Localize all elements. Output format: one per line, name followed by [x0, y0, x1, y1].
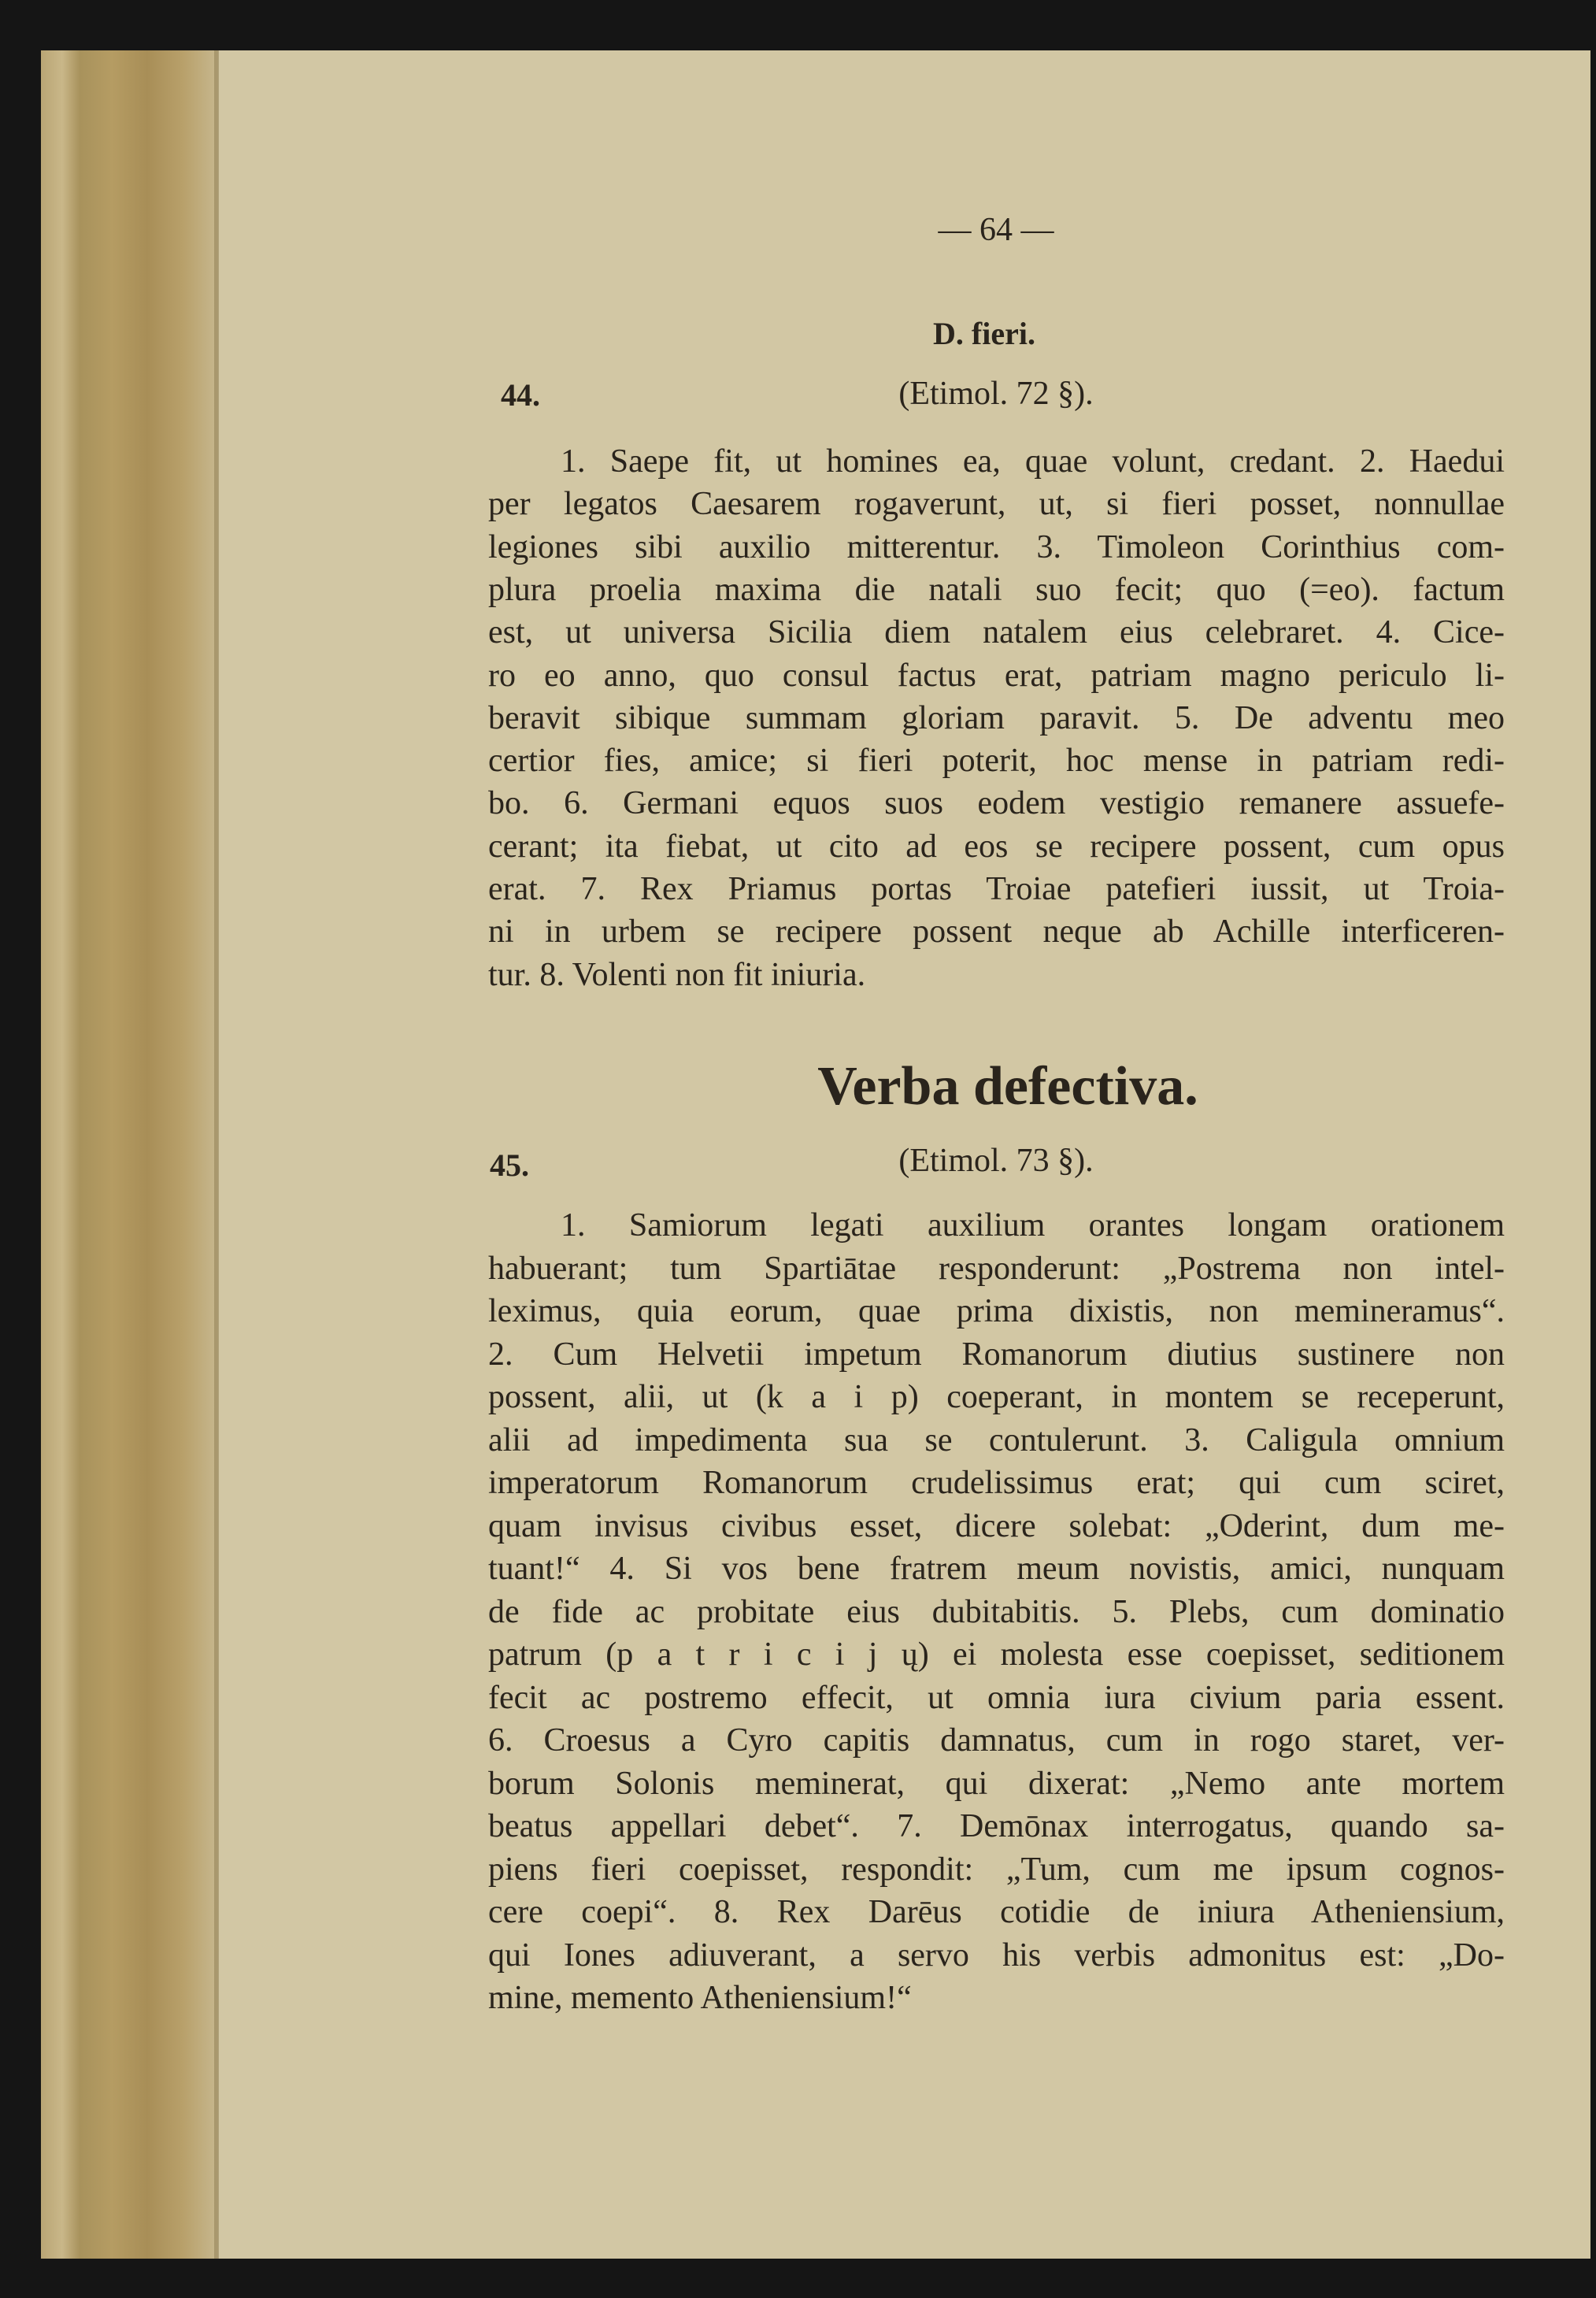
text-line: cerant; ita fiebat, ut cito ad eos se recipere possent, cum opus	[488, 828, 1505, 865]
text-line: 1. Samiorum legati auxilium orantes longam orationem	[561, 1207, 1505, 1244]
text-line: tur. 8. Volenti non fit iniuria.	[488, 956, 866, 993]
text-line: possent, alii, ut (k a i p) coeperant, in montem se receperunt,	[488, 1379, 1505, 1415]
text-line: mine, memento Atheniensium!“	[488, 1980, 912, 2016]
exercise-number-45: 45.	[490, 1147, 529, 1183]
text-line: 2. Cum Helvetii impetum Romanorum diutius sustinere non	[488, 1336, 1505, 1373]
text-line: legiones sibi auxilio mitterentur. 3. Timoleon Corinthius com-	[488, 528, 1505, 565]
text-line: piens fieri coepisset, respondit: „Tum, cum me ipsum cognos-	[488, 1851, 1505, 1888]
exercise-number-44: 44.	[501, 377, 540, 413]
text-line: de fide ac probitate eius dubitabitis. 5. Plebs, cum dominatio	[488, 1593, 1505, 1630]
reference-etimol-73: (Etimol. 73 §).	[898, 1143, 1094, 1179]
book-spine-edge	[41, 50, 218, 2259]
text-line: alii ad impedimenta sua se contulerunt. 3. Caligula omnium	[488, 1421, 1505, 1458]
text-line: 6. Croesus a Cyro capitis damnatus, cum in rogo staret, ver-	[488, 1722, 1505, 1759]
text-line: qui Iones adiuverant, a servo his verbis admonitus est: „Do-	[488, 1937, 1505, 1974]
text-line: cere coepi“. 8. Rex Darēus cotidie de iniura Atheniensium,	[488, 1894, 1505, 1930]
text-line: ro eo anno, quo consul factus erat, patriam magno periculo li-	[488, 657, 1505, 694]
text-line: fecit ac postremo effecit, ut omnia iura civium paria essent.	[488, 1679, 1505, 1716]
text-line: bo. 6. Germani equos suos eodem vestigio remanere assuefe-	[488, 785, 1505, 822]
text-line: est, ut universa Sicilia diem natalem eius celebraret. 4. Cice-	[488, 614, 1505, 651]
text-line: erat. 7. Rex Priamus portas Troiae patefieri iussit, ut Troia-	[488, 871, 1505, 907]
section-subtitle: D. fieri.	[933, 316, 1035, 351]
text-line: leximus, quia eorum, quae prima dixistis, non memineramus“.	[488, 1293, 1505, 1329]
text-line: quam invisus civibus esset, dicere solebat: „Oderint, dum me-	[488, 1507, 1505, 1544]
text-line: per legatos Caesarem rogaverunt, ut, si fieri posset, nonnullae	[488, 486, 1505, 523]
text-line: 1. Saepe fit, ut homines ea, quae volunt, credant. 2. Haedui	[561, 443, 1505, 480]
text-line: habuerant; tum Spartiātae responderunt: „Postrema non intel-	[488, 1250, 1505, 1287]
text-line: tuant!“ 4. Si vos bene fratrem meum novistis, amici, nunquam	[488, 1551, 1505, 1587]
text-line: imperatorum Romanorum crudelissimus erat; qui cum sciret,	[488, 1465, 1505, 1501]
text-line: borum Solonis meminerat, qui dixerat: „Nemo ante mortem	[488, 1765, 1505, 1802]
text-line: patrum (p a t r i c i j ų) ei molesta esse coepisset, seditionem	[488, 1636, 1505, 1673]
text-line: beravit sibique summam gloriam paravit. 5. De adventu meo	[488, 699, 1505, 736]
text-line: ni in urbem se recipere possent neque ab Achille interficeren-	[488, 914, 1505, 951]
text-line: certior fies, amice; si fieri poterit, hoc mense in patriam redi-	[488, 743, 1505, 780]
text-line: beatus appellari debet“. 7. Demōnax interrogatus, quando sa-	[488, 1808, 1505, 1844]
page-number: — 64 —	[938, 212, 1054, 248]
chapter-heading: Verba defectiva.	[817, 1056, 1198, 1117]
reference-etimol-72: (Etimol. 72 §).	[898, 376, 1094, 412]
text-line: plura proelia maxima die natali suo fecit; quo (=eo). factum	[488, 571, 1505, 608]
page-gutter	[214, 50, 219, 2259]
